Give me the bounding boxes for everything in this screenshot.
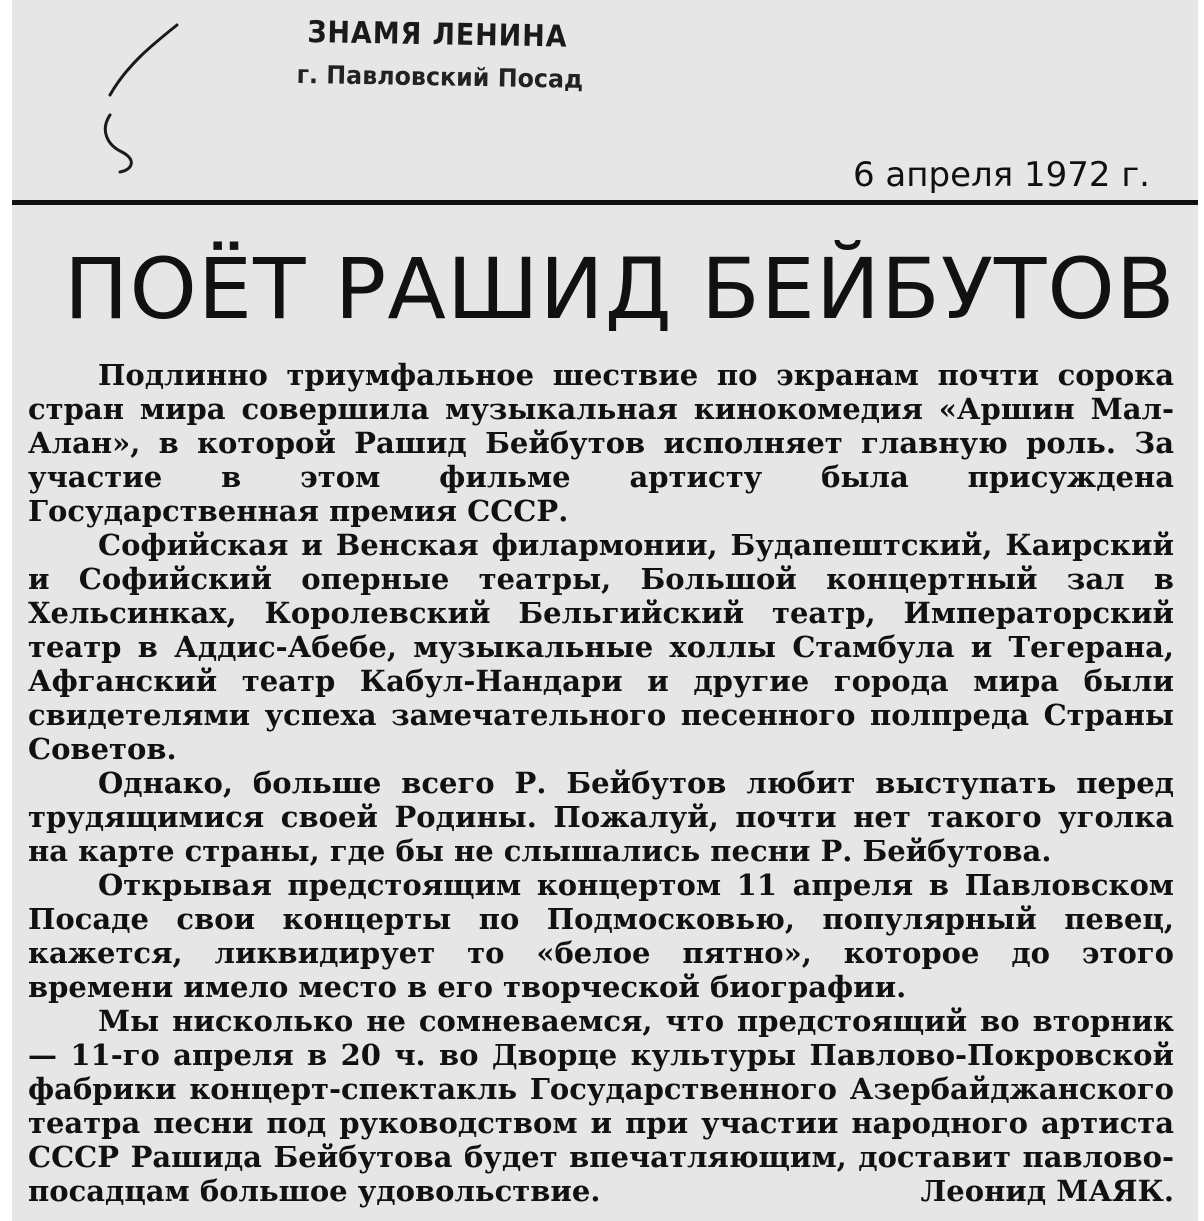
article-signature: Леонид МАЯК. — [920, 1174, 1174, 1208]
article-paragraph: Софийская и Венская филармонии, Будапештский, Каирский и Софийский оперные театры, Большой концертный зал в Хельсинках, Королевский Бельгийский театр, Императорский театр в Аддис-Абебе, музыкальные холлы Стамбула и Тегерана, Афганский театр Кабул-Нандари и другие города мира были свидетелями успеха замечательного песенного полпреда Страны Советов. — [28, 528, 1174, 766]
newspaper-clipping — [12, 0, 1198, 1221]
article-paragraph: Подлинно триумфальное шествие по экранам почти сорока стран мира совершила музыкальная кинокомедия «Аршин Мал-Алан», в которой Рашид Бейбутов исполняет главную роль. За участие в этом фильме артисту была присуждена Государственная премия СССР. — [28, 358, 1174, 528]
header-divider — [12, 200, 1198, 205]
article-headline: ПОЁТ РАШИД БЕЙБУТОВ — [64, 240, 1176, 338]
article-body — [28, 358, 1174, 1208]
article-paragraph: Однако, больше всего Р. Бейбутов любит выступать перед трудящимися своей Родины. Пожалуй, почти нет такого уголка на карте страны, где бы не слышались песни Р. Бейбутова. — [28, 766, 1174, 868]
publication-date: 6 апреля 1972 г. — [852, 155, 1150, 195]
stamp-place: г. Павловский Посад — [296, 59, 584, 94]
stamp-newspaper-name: ЗНАМЯ ЛЕНИНА — [307, 15, 568, 55]
handwritten-mark — [82, 20, 192, 180]
article-paragraph: Открывая предстоящим концертом 11 апреля в Павловском Посаде свои концерты по Подмосковью, популярный певец, кажется, ликвидирует то «белое пятно», которое до этого времени имело место в его творческой биографии. — [28, 868, 1174, 1004]
newspaper-stamp — [296, 15, 657, 95]
article-paragraph: Мы нисколько не сомневаемся, что предстоящий во вторник— 11-го апреля в 20 ч. во Дворце культуры Павлово-Покровской фабрики концерт-спектакль Государственного Азербайджанского театра песни под руководством и при участии народного артиста СССР Рашида Бейбутова будет впечатляющим, доставит павлово-посадцам большое удовольствие. — [28, 1004, 1174, 1208]
